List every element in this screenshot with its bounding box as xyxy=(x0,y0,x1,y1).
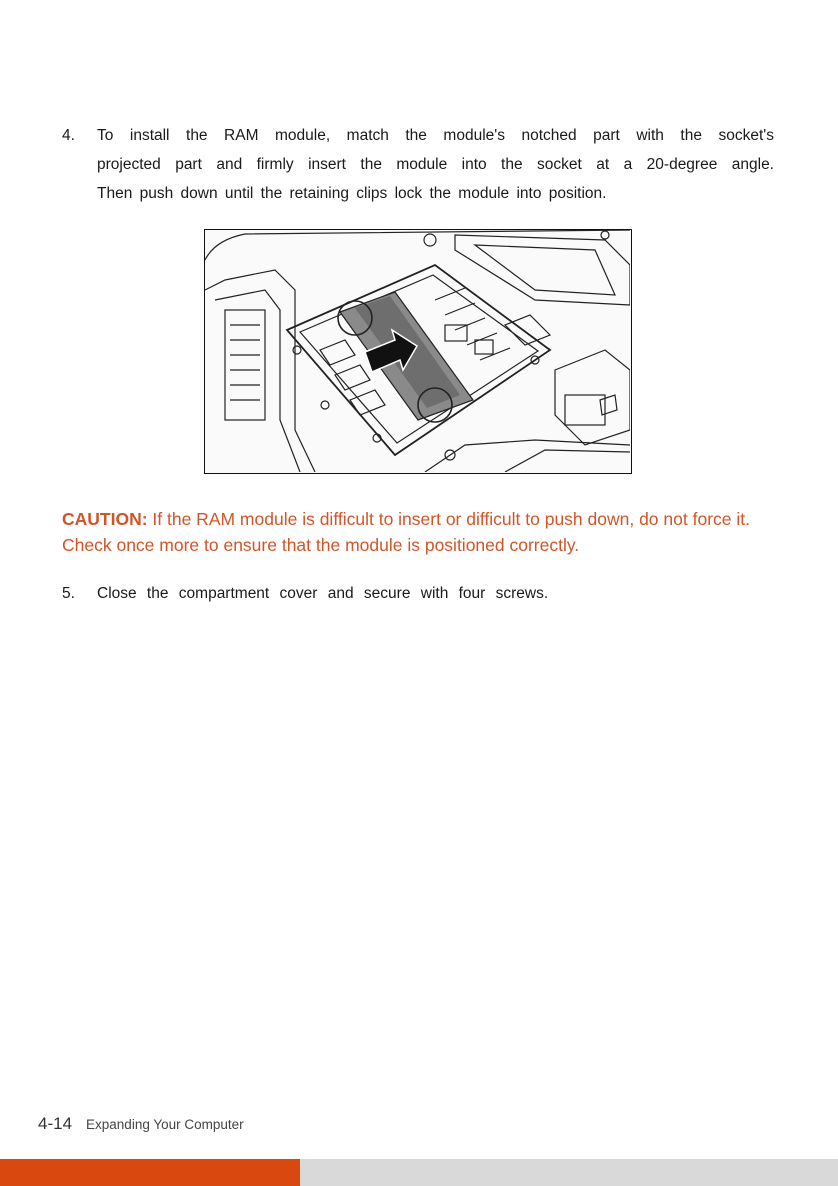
step-line: To install the RAM module, match the module's notched part with the socket's xyxy=(97,127,774,144)
section-title: Expanding Your Computer xyxy=(86,1117,244,1132)
step-number: 4. xyxy=(62,127,75,144)
caution-text: If the RAM module is difficult to insert or difficult to push down, do not force it. Check once more to ensure that the module is positioned correctly. xyxy=(62,509,750,555)
step-5 xyxy=(62,579,774,608)
step-line: Then push down until the retaining clips lock the module into position. xyxy=(97,185,607,202)
footer-gray-bar xyxy=(300,1159,838,1186)
ram-install-illustration xyxy=(204,229,632,474)
page-number: 4-14 xyxy=(38,1114,73,1133)
caution-label: CAUTION: xyxy=(62,509,148,529)
footer-accent-bar xyxy=(0,1159,300,1186)
caution-note xyxy=(62,506,782,558)
page-footer xyxy=(38,1114,244,1134)
step-4 xyxy=(62,121,774,208)
step-number: 5. xyxy=(62,585,75,602)
step-line: Close the compartment cover and secure with four screws. xyxy=(97,585,549,602)
step-line: projected part and firmly insert the module into the socket at a 20-degree angle. xyxy=(97,156,774,173)
